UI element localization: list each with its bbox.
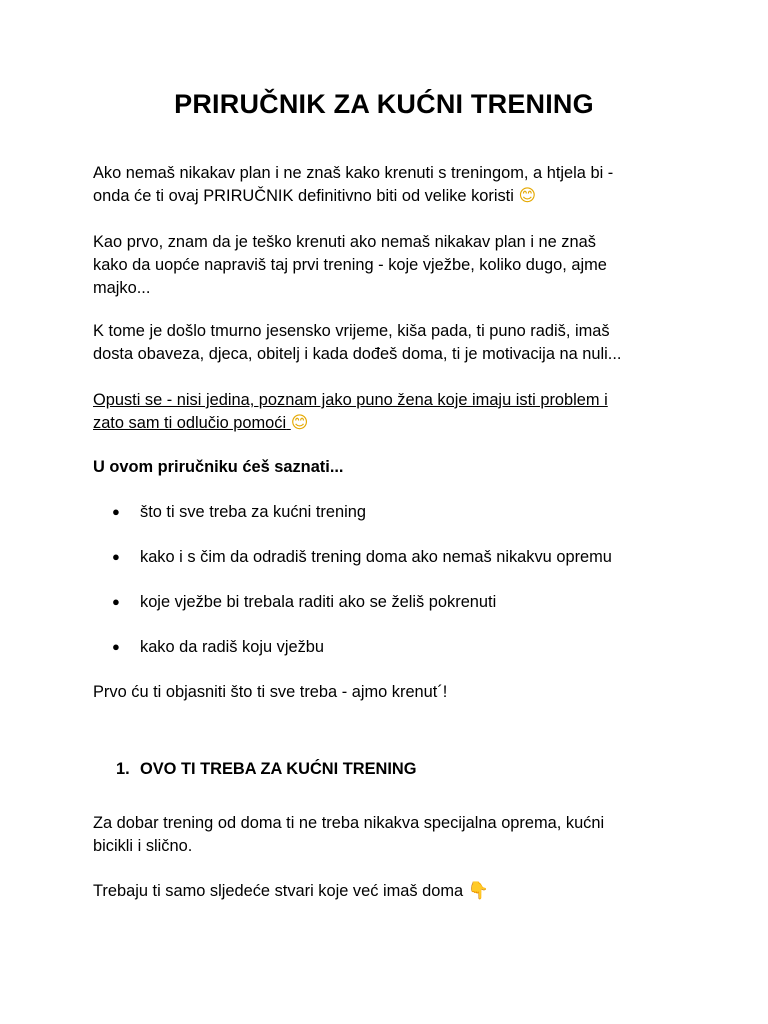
- paragraph-3: [93, 320, 683, 366]
- learn-heading: U ovom priručniku ćeš saznati...: [93, 458, 344, 476]
- list-item-text: što ti sve treba za kućni trening: [140, 503, 366, 521]
- para5-line-1: Za dobar trening od doma ti ne treba nikakva specijalna oprema, kućni: [93, 814, 605, 832]
- section-1-heading: [116, 758, 417, 781]
- paragraph-5: [93, 812, 683, 858]
- pointing-down-emoji-icon: 👇: [467, 881, 489, 901]
- list-item: [112, 590, 692, 614]
- smiling-face-emoji-icon: 😊: [290, 413, 309, 433]
- list-item: [112, 500, 692, 524]
- bullet-icon: ●: [112, 504, 120, 519]
- para4-line-2: zato sam ti odlučio pomoći: [93, 414, 287, 432]
- para3-line-2: dosta obaveza, djeca, obitelj i kada dođeš doma, ti je motivacija na nuli...: [93, 345, 622, 363]
- para3-line-1: K tome je došlo tmurno jesensko vrijeme, kiša pada, ti puno radiš, imaš: [93, 322, 610, 340]
- intro-paragraph: [93, 162, 683, 208]
- document-title: PRIRUČNIK ZA KUĆNI TRENING: [174, 89, 594, 119]
- bullet-icon: ●: [112, 594, 120, 609]
- list-item: [112, 635, 692, 659]
- intro-line-2: onda će ti ovaj PRIRUČNIK definitivno biti od velike koristi: [93, 187, 514, 205]
- para2-line-3: majko...: [93, 279, 151, 297]
- para6-text: Trebaju ti samo sljedeće stvari koje već imaš doma: [93, 882, 464, 900]
- paragraph-2: [93, 231, 683, 300]
- list-item-text: kako i s čim da odradiš trening doma ako nemaš nikakvu opremu: [140, 548, 612, 566]
- para4-line-1: Opusti se - nisi jedina, poznam jako puno žena koje imaju isti problem i: [93, 391, 608, 409]
- section-1-title: OVO TI TREBA ZA KUĆNI TRENING: [140, 760, 417, 778]
- para2-line-1: Kao prvo, znam da je teško krenuti ako nemaš nikakav plan i ne znaš: [93, 233, 596, 251]
- section-1-number: 1.: [116, 760, 130, 778]
- list-item-text: kako da radiš koju vježbu: [140, 638, 325, 656]
- list-item: [112, 545, 692, 569]
- para5-line-2: bicikli i slično.: [93, 837, 193, 855]
- intro-line-1: Ako nemaš nikakav plan i ne znaš kako krenuti s treningom, a htjela bi -: [93, 164, 614, 182]
- bullet-icon: ●: [112, 549, 120, 564]
- paragraph-6: [93, 880, 683, 903]
- bullet-icon: ●: [112, 639, 120, 654]
- paragraph-4-underlined: [93, 389, 683, 435]
- para2-line-2: kako da uopće napraviš taj prvi trening - koje vježbe, koliko dugo, ajme: [93, 256, 607, 274]
- transition-paragraph: Prvo ću ti objasniti što ti sve treba - ajmo krenut´!: [93, 683, 448, 701]
- list-item-text: koje vježbe bi trebala raditi ako se želiš pokrenuti: [140, 593, 497, 611]
- smiling-face-emoji-icon: 😊: [518, 186, 537, 206]
